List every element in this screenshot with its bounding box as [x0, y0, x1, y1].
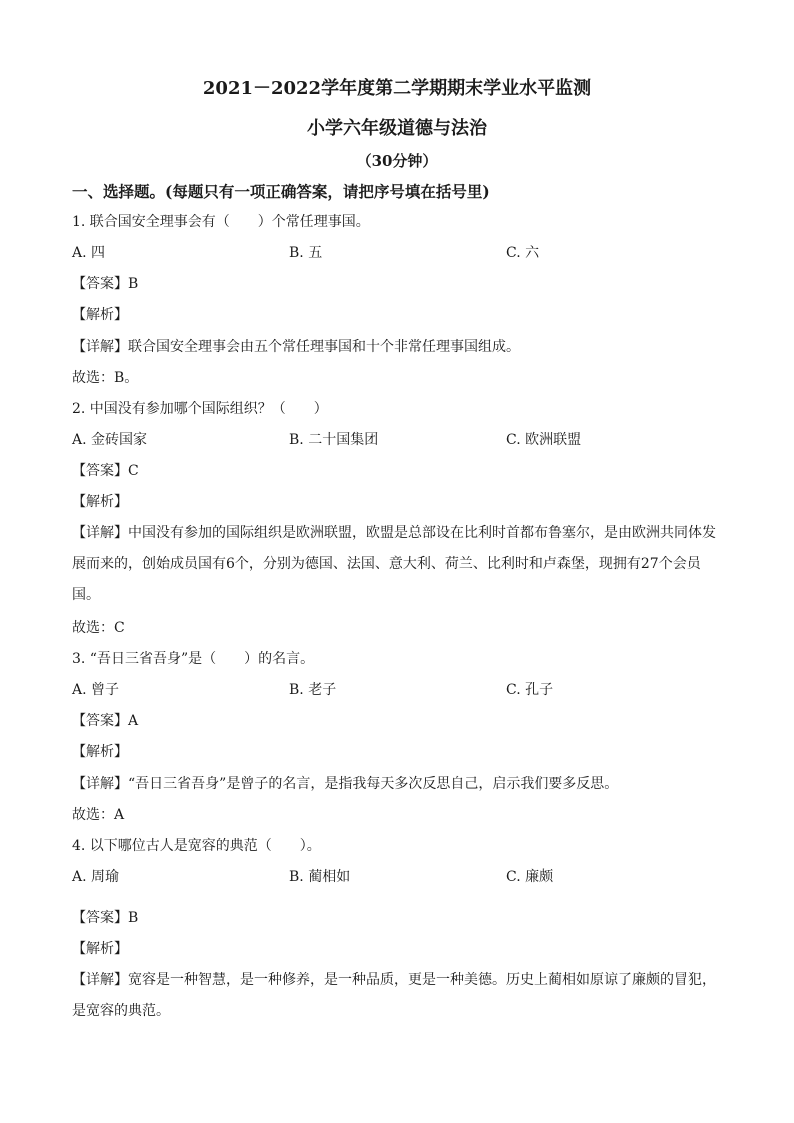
exam-title: 2021－2022学年度第二学期期末学业水平监测 — [202, 78, 592, 99]
question-3-choice: 故选：A — [72, 807, 125, 823]
question-1-option-b: B. 五 — [289, 245, 323, 261]
question-1-option-a: A. 四 — [72, 245, 106, 261]
question-2-answer: 【答案】C — [72, 463, 139, 479]
question-4-stem: 4. 以下哪位古人是宽容的典范（ ）。 — [72, 838, 321, 854]
question-4-detail: 【详解】宽容是一种智慧，是一种修养，是一种品质，更是一种美德。历史上蔺相如原谅了廉颇的冒犯，是宽容的典范。 — [72, 972, 716, 1019]
question-1-stem: 1. 联合国安全理事会有（ ）个常任理事国。 — [72, 214, 370, 230]
question-2-choice: 故选：C — [72, 620, 125, 636]
question-2-stem: 2. 中国没有参加哪个国际组织？（ ） — [72, 401, 328, 417]
question-3-analysis: 【解析】 — [72, 744, 128, 760]
question-3-option-c: C. 孔子 — [506, 682, 554, 698]
question-4-option-c: C. 廉颇 — [506, 869, 554, 885]
question-3-detail: 【详解】“吾日三省吾身”是曾子的名言，是指我每天多次反思自己，启示我们要多反思。 — [72, 776, 619, 792]
section-title: 一、选择题。(每题只有一项正确答案，请把序号填在括号里) — [72, 182, 490, 201]
question-3-stem: 3. “吾日三省吾身”是（ ）的名言。 — [72, 651, 315, 667]
question-1-option-c: C. 六 — [506, 245, 540, 261]
question-2-option-b: B. 二十国集团 — [289, 432, 379, 448]
question-2-detail: 【详解】中国没有参加的国际组织是欧洲联盟，欧盟是总部设在比利时首都布鲁塞尔，是由欧洲共同体发展而来的，创始成员国有6个，分别为德国、法国、意大利、荷兰、比利时和卢森堡，现拥有27个会员国。 — [72, 525, 716, 603]
question-2-option-c: C. 欧洲联盟 — [506, 432, 582, 448]
question-3-option-a: A. 曾子 — [72, 682, 120, 698]
question-3-option-b: B. 老子 — [289, 682, 337, 698]
exam-subject: 小学六年级道德与法治 — [307, 118, 487, 139]
question-2-option-a: A. 金砖国家 — [72, 432, 148, 448]
question-1-answer: 【答案】B — [72, 276, 139, 292]
question-1-choice: 故选：B。 — [72, 370, 139, 386]
question-3-answer: 【答案】A — [72, 713, 139, 729]
question-1-analysis: 【解析】 — [72, 307, 128, 323]
question-4-answer: 【答案】B — [72, 910, 139, 926]
question-4-option-b: B. 蔺相如 — [289, 869, 351, 885]
question-1-detail: 【详解】联合国安全理事会由五个常任理事国和十个非常任理事国组成。 — [72, 339, 520, 355]
question-2-analysis: 【解析】 — [72, 494, 128, 510]
question-4-option-a: A. 周瑜 — [72, 869, 120, 885]
exam-duration: （30分钟） — [356, 152, 438, 170]
question-4-analysis: 【解析】 — [72, 941, 128, 957]
